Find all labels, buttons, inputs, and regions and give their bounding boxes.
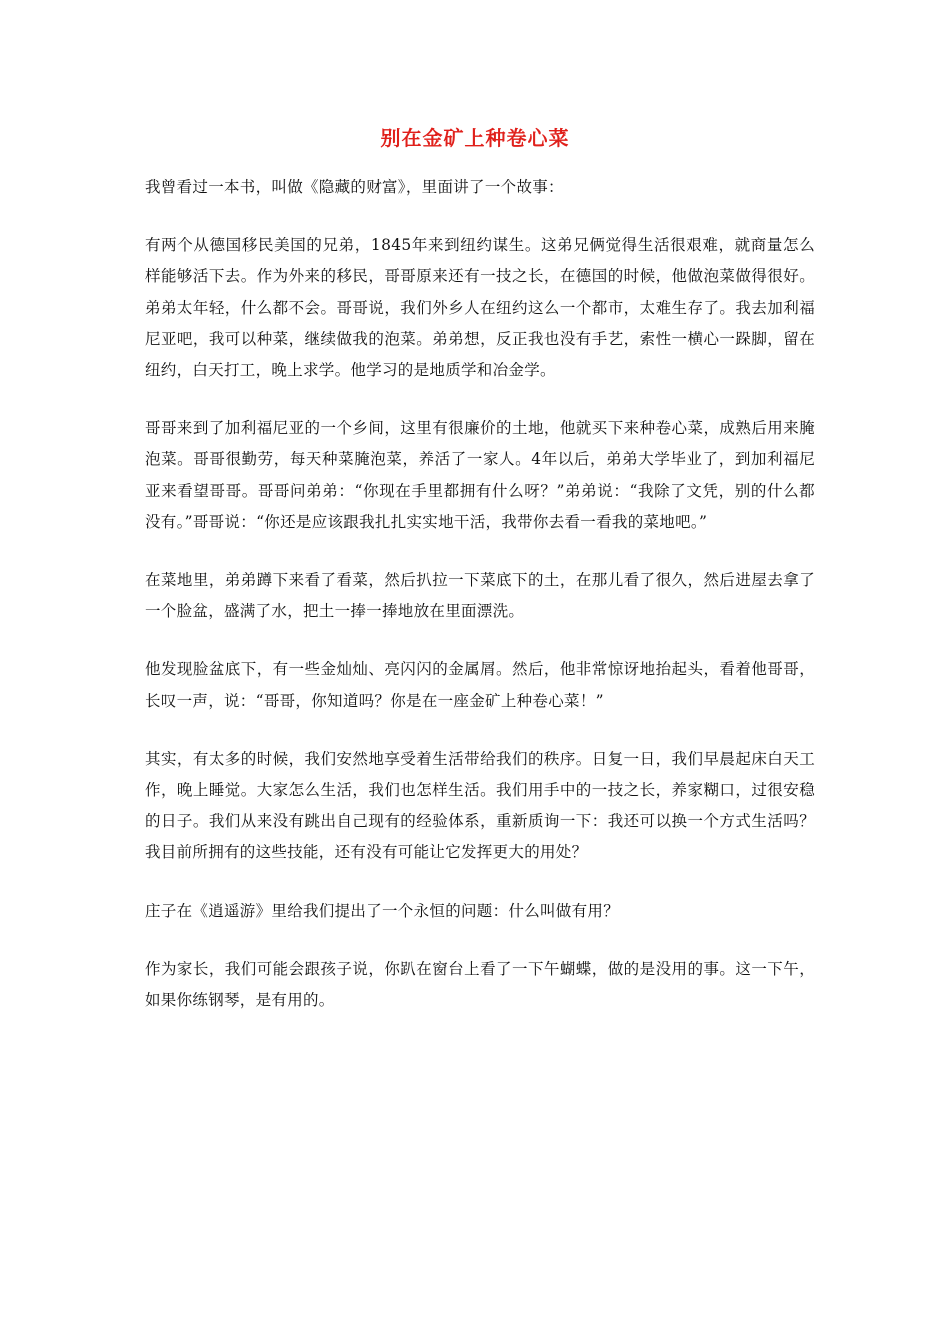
paragraph-reflection: 其实，有太多的时候，我们安然地享受着生活带给我们的秩序。日复一日，我们早晨起床白天工作，晚上睡觉。大家怎么生活，我们也怎样生活。我们用手中的一技之长，养家糊口，过很安稳的日子。我们从来没有跳出自己现有的经验体系，重新质询一下：我还可以换一个方式生活吗？我目前所拥有的这些技能，还有没有可能让它发挥更大的用处？ bbox=[145, 749, 815, 862]
paragraph-parents: 作为家长，我们可能会跟孩子说，你趴在窗台上看了一下午蝴蝶，做的是没用的事。这一下午，如果你练钢琴，是有用的。 bbox=[145, 959, 815, 1010]
paragraph-brothers: 有两个从德国移民美国的兄弟，1845年来到纽约谋生。这弟兄俩觉得生活很艰难，就商量怎么样能够活下去。作为外来的移民，哥哥原来还有一技之长，在德国的时候，他做泡菜做得很好。弟弟太年轻，什么都不会。哥哥说，我们外乡人在纽约这么一个都市，太难生存了。我去加利福尼亚吧，我可以种菜，继续做我的泡菜。弟弟想，反正我也没有手艺，索性一横心一跺脚，留在纽约，白天打工，晚上求学。他学习的是地质学和冶金学。 bbox=[145, 236, 815, 380]
document-title: 别在金矿上种卷心菜 bbox=[380, 126, 570, 150]
paragraph-california: 哥哥来到了加利福尼亚的一个乡间，这里有很廉价的土地，他就买下来种卷心菜，成熟后用来腌泡菜。哥哥很勤劳，每天种菜腌泡菜，养活了一家人。4年以后，弟弟大学毕业了，到加利福尼亚来看望哥哥。哥哥问弟弟：“你现在手里都拥有什么呀？”弟弟说：“我除了文凭，别的什么都没有。”哥哥说：“你还是应该跟我扎扎实实地干活，我带你去看一看我的菜地吧。” bbox=[145, 419, 815, 531]
paragraph-vegetable-field: 在菜地里，弟弟蹲下来看了看菜，然后扒拉一下菜底下的土，在那儿看了很久，然后进屋去拿了一个脸盆，盛满了水，把土一捧一捧地放在里面漂洗。 bbox=[145, 571, 815, 621]
document-body bbox=[145, 172, 815, 1043]
paragraph-gold-discovery: 他发现脸盆底下，有一些金灿灿、亮闪闪的金属屑。然后，他非常惊讶地抬起头，看着他哥哥，长叹一声，说：“哥哥，你知道吗？你是在一座金矿上种卷心菜！” bbox=[145, 660, 815, 710]
paragraph-intro: 我曾看过一本书，叫做《隐藏的财富》，里面讲了一个故事： bbox=[145, 178, 564, 196]
paragraph-zhuangzi: 庄子在《逍遥游》里给我们提出了一个永恒的问题：什么叫做有用？ bbox=[145, 901, 620, 920]
